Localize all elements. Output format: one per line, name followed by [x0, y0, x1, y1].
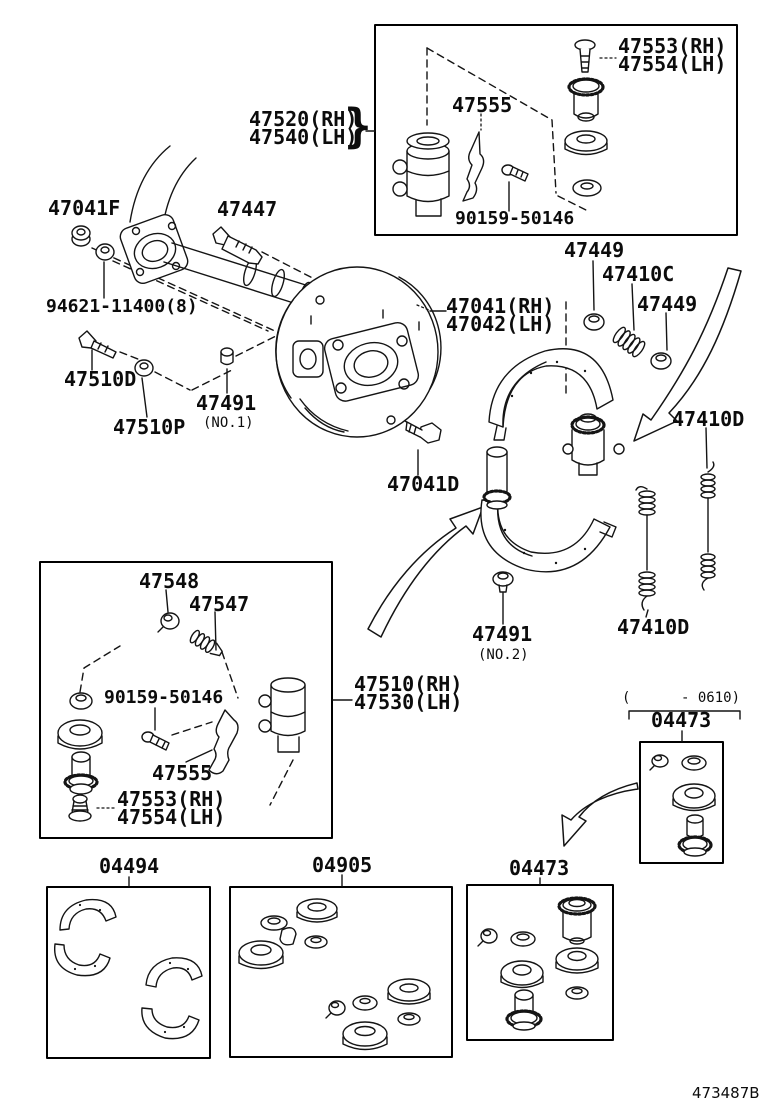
part-label-47491-1-no: (NO.1)	[203, 415, 254, 431]
kit-04473-right-parts	[650, 755, 715, 856]
brake-shoe-lower-illustration	[481, 500, 616, 572]
kit-04905-parts	[239, 899, 430, 1050]
part-label-47553-rh-top: 47553(RH)	[618, 34, 727, 58]
spring-47410c-icon	[611, 326, 647, 359]
spring-rod-b-icon	[701, 462, 715, 590]
kit-label-04473-bottom: 04473	[509, 856, 570, 880]
box-kit-04905	[230, 887, 452, 1057]
part-label-47520-rh: 47520(RH)	[249, 107, 358, 131]
washer-94621-icon	[96, 244, 114, 260]
part-label-47410d-a: 47410D	[672, 407, 745, 431]
part-label-47041d: 47041D	[387, 472, 460, 496]
part-label-47510p: 47510P	[113, 415, 186, 439]
pin-47491-no2-icon	[493, 572, 513, 592]
part-label-47510d: 47510D	[64, 367, 137, 391]
part-label-47553-rh-bottom: 47553(RH)	[117, 787, 226, 811]
kit-label-04494: 04494	[99, 854, 160, 878]
kit-04473-bottom-parts	[478, 898, 598, 1030]
part-label-47554-lh-top: 47554(LH)	[618, 52, 727, 76]
axle-carrier-illustration	[118, 146, 315, 307]
arrow-kit	[562, 783, 638, 846]
part-label-47410c: 47410C	[602, 262, 675, 286]
spring-rod-a-icon	[636, 487, 655, 610]
brace-glyph: }	[344, 99, 372, 153]
part-label-94621: 94621-11400(8)	[46, 296, 198, 317]
part-label-47510-rh: 47510(RH)	[354, 672, 463, 696]
kit-04494-parts	[55, 900, 202, 1039]
part-label-47410d-b: 47410D	[617, 615, 690, 639]
bolt-47041d-icon	[406, 422, 441, 443]
part-label-47491-2: 47491	[472, 622, 533, 646]
part-label-47491-1: 47491	[196, 391, 257, 415]
part-label-47554-lh-bottom: 47554(LH)	[117, 805, 226, 829]
kit-label-04905: 04905	[312, 853, 373, 877]
part-label-47530-lh: 47530(LH)	[354, 690, 463, 714]
part-label-47447: 47447	[217, 197, 278, 221]
part-label-47449-a: 47449	[564, 238, 625, 262]
part-label-47041-rh: 47041(RH)	[446, 294, 555, 318]
part-label-47547: 47547	[189, 592, 250, 616]
cup-47449-b-icon	[651, 353, 671, 369]
part-label-47555-bottom: 47555	[152, 761, 213, 785]
part-label-90159-bottom: 90159-50146	[104, 687, 224, 708]
part-label-47540-lh: 47540(LH)	[249, 125, 358, 149]
date-range-label: ( - 0610)	[622, 690, 741, 706]
wheel-cylinder-top-parts	[393, 40, 607, 216]
part-label-47449-b: 47449	[637, 292, 698, 316]
part-label-47491-2-no: (NO.2)	[478, 647, 529, 663]
kit-label-04473-right: 04473	[651, 708, 712, 732]
cup-47449-a-icon	[584, 314, 604, 330]
figure-code: 473487B	[692, 1084, 760, 1102]
wheel-cylinder-mid-illustration	[563, 414, 624, 475]
part-label-47041f: 47041F	[48, 196, 121, 220]
part-label-47548: 47548	[139, 569, 200, 593]
washer-47510p-icon	[135, 360, 153, 376]
part-label-47555-top: 47555	[452, 93, 513, 117]
bolt-47510d-icon	[79, 331, 116, 358]
nut-icon	[72, 226, 90, 246]
detail-boxes	[40, 25, 737, 1058]
backing-plate-illustration	[276, 267, 441, 437]
pin-47491-no1-icon	[221, 348, 233, 365]
part-label-90159-top: 90159-50146	[455, 208, 575, 229]
adjuster-strut-illustration	[484, 447, 510, 509]
part-label-47042-lh: 47042(LH)	[446, 312, 555, 336]
arrow-left	[368, 507, 483, 637]
